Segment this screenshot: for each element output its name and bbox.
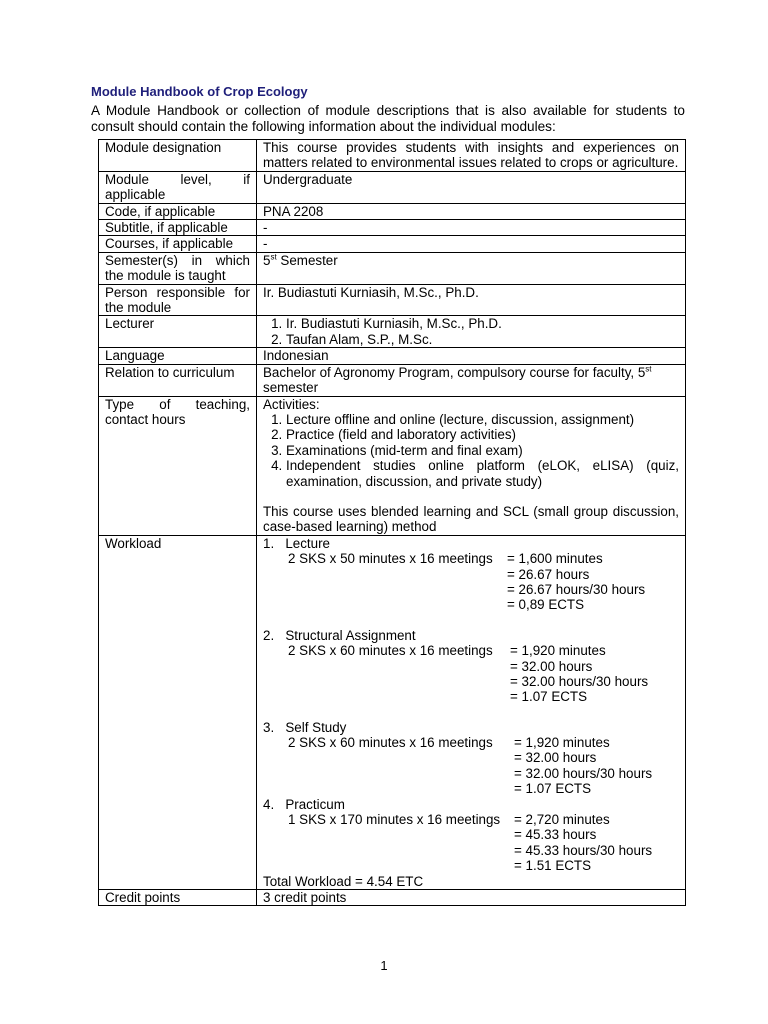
intro-paragraph: A Module Handbook or collection of module descriptions that is also available for students to consult should contain the following information about the individual modules: — [91, 103, 685, 134]
label-subtitle: Subtitle, if applicable — [99, 220, 257, 236]
row-workload — [99, 535, 686, 889]
value-relation — [257, 364, 686, 396]
workload-lecture-calc: 2 SKS x 50 minutes x 16 meetings — [288, 551, 493, 567]
row-lecturer — [99, 316, 686, 348]
label-credit-points: Credit points — [99, 890, 257, 906]
value-lecturer — [257, 316, 686, 348]
workload-self-line4 — [263, 781, 679, 796]
workload-lecture-r3: = 26.67 hours/30 hours — [507, 581, 646, 597]
lecturer-item: 2. Taufan Alam, S.P., M.Sc. — [286, 332, 679, 347]
value-subtitle: - — [257, 220, 686, 236]
workload-lecture-r1: = 1,600 minutes — [507, 551, 603, 567]
label-teaching: Type of teaching, contact hours — [99, 396, 257, 535]
workload-practicum-r4: = 1.51 ECTS — [514, 858, 592, 874]
row-teaching — [99, 396, 686, 535]
workload-practicum-r3: = 45.33 hours/30 hours — [514, 842, 653, 858]
workload-lecture-label: Lecture — [285, 535, 331, 551]
value-module-level: Undergraduate — [257, 171, 686, 203]
row-subtitle — [99, 220, 686, 236]
semester-rest: Semester — [276, 252, 338, 268]
teaching-item: 2. Practice (field and laboratory activities) — [286, 427, 679, 442]
value-teaching — [257, 396, 686, 535]
workload-lecture-r2: = 26.67 hours — [507, 566, 590, 582]
teaching-list — [263, 412, 679, 489]
workload-self-r4: = 1.07 ECTS — [514, 781, 592, 797]
row-semester — [99, 252, 686, 284]
value-credit-points: 3 credit points — [257, 890, 686, 906]
row-courses — [99, 236, 686, 252]
row-module-designation — [99, 140, 686, 172]
workload-total: Total Workload = 4.54 ETC — [263, 873, 424, 889]
workload-self-line2 — [263, 750, 679, 765]
workload-self-title — [263, 720, 679, 735]
label-courses: Courses, if applicable — [99, 236, 257, 252]
row-relation — [99, 364, 686, 396]
module-table — [98, 139, 686, 906]
workload-lecture-num: 1. — [263, 535, 275, 551]
label-lecturer: Lecturer — [99, 316, 257, 348]
workload-self-r1: = 1,920 minutes — [514, 735, 610, 751]
workload-practicum-calc: 1 SKS x 170 minutes x 16 meetings — [288, 812, 501, 828]
relation-rest: semester — [263, 380, 319, 396]
teaching-intro: Activities: — [263, 396, 320, 412]
workload-lecture-r4: = 0,89 ECTS — [507, 597, 585, 613]
value-language: Indonesian — [257, 348, 686, 364]
workload-self-label: Self Study — [285, 719, 347, 735]
label-person-responsible: Person responsible for the module — [99, 284, 257, 316]
workload-self-r3: = 32.00 hours/30 hours — [514, 765, 653, 781]
row-language — [99, 348, 686, 364]
teaching-item: 1. Lecture offline and online (lecture, discussion, assignment) — [286, 412, 679, 427]
label-code: Code, if applicable — [99, 203, 257, 219]
workload-structural-r4: = 1.07 ECTS — [510, 689, 588, 705]
workload-practicum-line4 — [263, 858, 679, 873]
row-code — [99, 203, 686, 219]
workload-structural-r2: = 32.00 hours — [510, 658, 593, 674]
workload-structural-line4 — [263, 689, 679, 704]
label-relation: Relation to curriculum — [99, 364, 257, 396]
workload-lecture-line4 — [263, 597, 679, 612]
workload-self-r2: = 32.00 hours — [514, 750, 597, 766]
workload-structural-label: Structural Assignment — [285, 627, 416, 643]
teaching-item: 3. Examinations (mid-term and final exam) — [286, 443, 679, 458]
page-heading: Module Handbook of Crop Ecology — [91, 84, 308, 99]
workload-self-line1 — [263, 735, 679, 750]
workload-practicum-r1: = 2,720 minutes — [514, 812, 610, 828]
workload-self-calc: 2 SKS x 60 minutes x 16 meetings — [288, 735, 493, 751]
workload-structural-line1 — [263, 643, 679, 658]
workload-practicum-line2 — [263, 827, 679, 842]
workload-structural-line2 — [263, 659, 679, 674]
value-module-designation: This course provides students with insights and experiences on matters related to environmental issues related to crops or agriculture. — [257, 140, 686, 172]
workload-lecture-title — [263, 536, 679, 551]
label-language: Language — [99, 348, 257, 364]
lecturer-item: 1. Ir. Budiastuti Kurniasih, M.Sc., Ph.D. — [286, 316, 679, 331]
row-credit-points — [99, 890, 686, 906]
workload-structural-r3: = 32.00 hours/30 hours — [510, 673, 649, 689]
relation-superscript: st — [645, 364, 652, 374]
page-number: 1 — [380, 958, 388, 973]
workload-practicum-num: 4. — [263, 796, 275, 812]
value-code: PNA 2208 — [257, 203, 686, 219]
workload-structural-num: 2. — [263, 627, 275, 643]
relation-main: Bachelor of Agronomy Program, compulsory course for faculty, 5 — [263, 364, 646, 380]
row-module-level — [99, 171, 686, 203]
workload-structural-title — [263, 628, 679, 643]
value-courses: - — [257, 236, 686, 252]
value-person-responsible: Ir. Budiastuti Kurniasih, M.Sc., Ph.D. — [257, 284, 686, 316]
workload-practicum-line1 — [263, 812, 679, 827]
workload-structural-calc: 2 SKS x 60 minutes x 16 meetings — [288, 643, 493, 659]
label-module-level-text: Module level, if applicable — [105, 171, 250, 203]
workload-practicum-r2: = 45.33 hours — [514, 827, 597, 843]
value-workload — [257, 535, 686, 889]
semester-number: 5 — [263, 252, 271, 268]
teaching-item: 4. Independent studies online platform (eLOK, eLISA) (quiz, examination, discussion, and private study) — [286, 458, 679, 489]
label-module-designation: Module designation — [99, 140, 257, 172]
workload-self-num: 3. — [263, 719, 275, 735]
lecturer-list — [263, 316, 679, 347]
label-semester: Semester(s) in which the module is taught — [99, 252, 257, 284]
workload-practicum-title — [263, 797, 679, 812]
label-module-level — [99, 171, 257, 203]
workload-self-line3 — [263, 766, 679, 781]
workload-structural-r1: = 1,920 minutes — [510, 643, 606, 659]
workload-practicum-label: Practicum — [285, 796, 345, 812]
workload-lecture-line2 — [263, 567, 679, 582]
teaching-note: This course uses blended learning and SCL (small group discussion, case-based learning) method — [263, 503, 679, 535]
workload-structural-line3 — [263, 674, 679, 689]
value-semester — [257, 252, 686, 284]
row-person-responsible — [99, 284, 686, 316]
label-workload: Workload — [99, 535, 257, 889]
workload-practicum-line3 — [263, 843, 679, 858]
workload-lecture-line1 — [263, 551, 679, 566]
semester-superscript: st — [270, 252, 277, 262]
workload-lecture-line3 — [263, 582, 679, 597]
